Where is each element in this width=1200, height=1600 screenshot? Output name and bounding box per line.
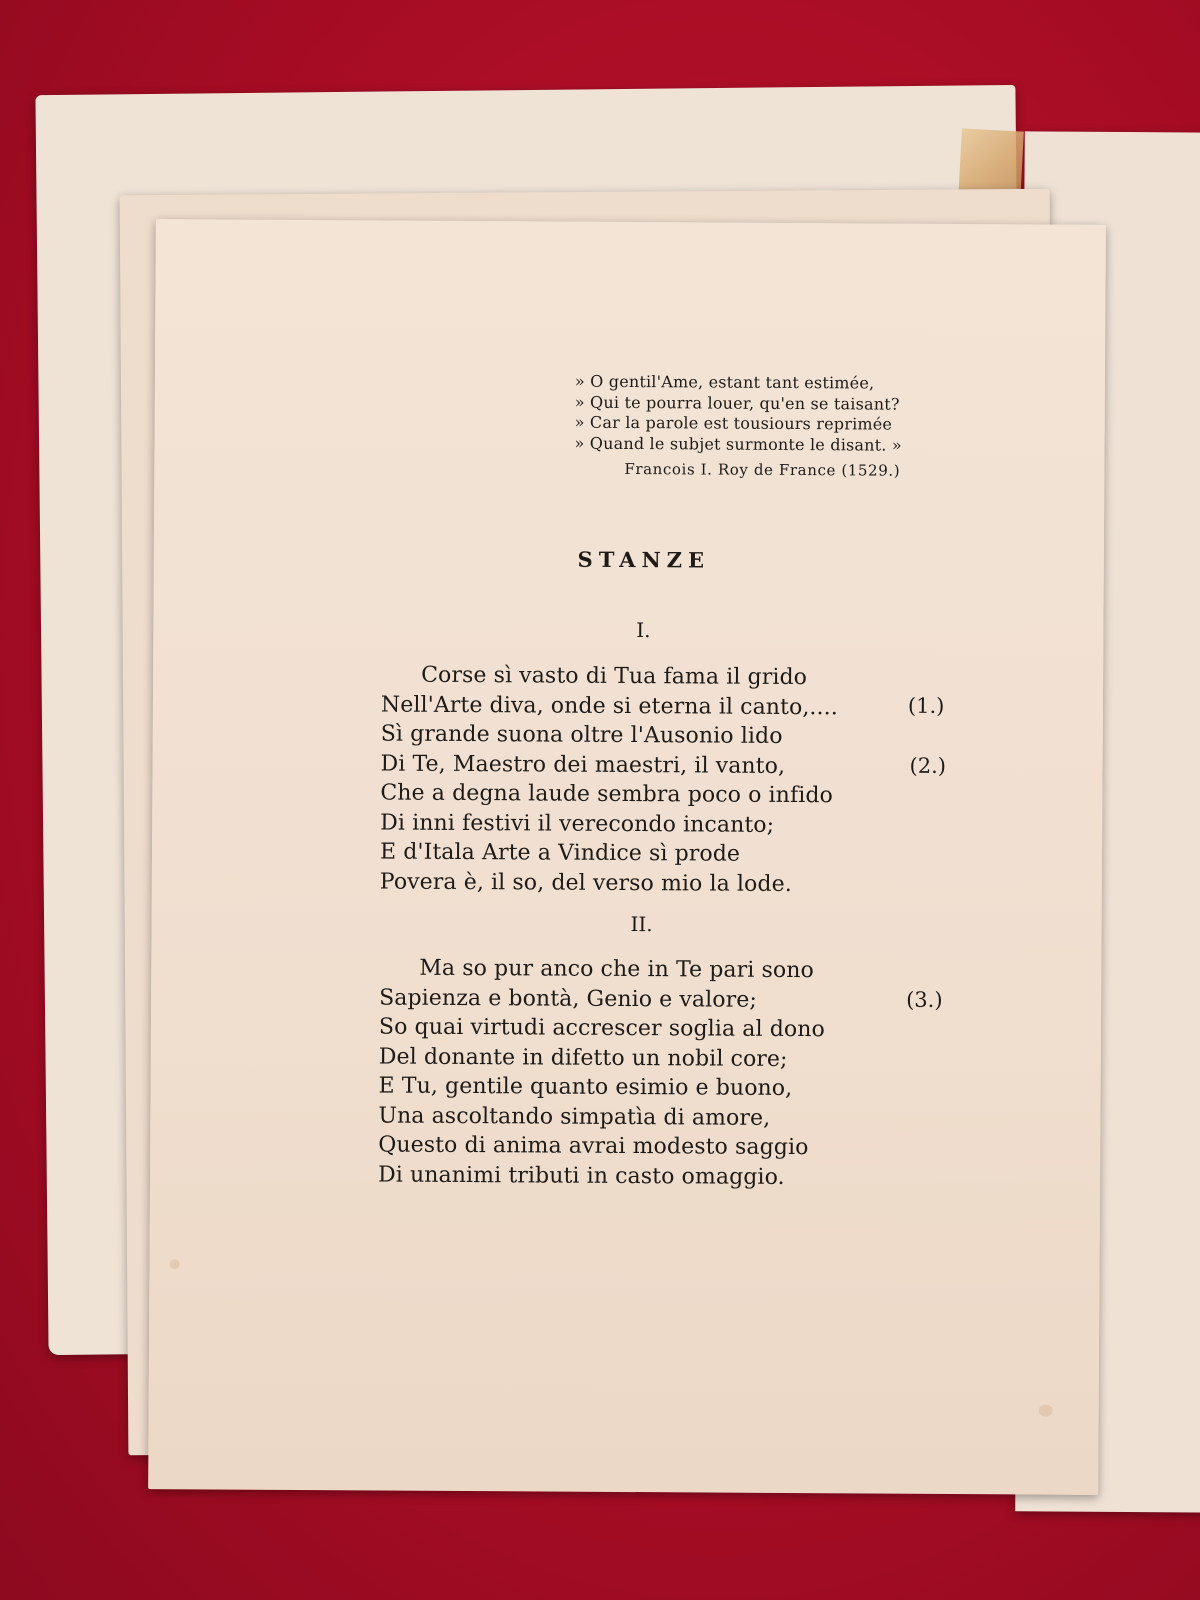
verse-line: E Tu, gentile quanto esimio e buono, <box>378 1073 793 1102</box>
verse-line: Corse sì vasto di Tua fama il grido <box>421 662 808 691</box>
stanza-2 <box>378 953 959 1193</box>
epigraph-line: » Quand le subjet surmonte le disant. » <box>574 433 902 455</box>
front-page <box>148 219 1106 1495</box>
page-title: STANZE <box>577 546 711 573</box>
stanza-1 <box>380 660 961 900</box>
verse-line: E d'Itala Arte a Vindice sì prode <box>379 839 741 867</box>
verse-line: Sapienza e bontà, Genio e valore; <box>379 984 757 1013</box>
footnote-marker: (3.) <box>906 987 943 1012</box>
verse-line: Di Te, Maestro dei maestri, il vanto, <box>380 750 786 779</box>
stanza-numeral: II. <box>630 912 653 937</box>
page-content <box>148 219 1106 1495</box>
verse-line: Sì grande suona oltre l'Ausonio lido <box>380 721 783 749</box>
foxing-spot <box>169 1259 179 1269</box>
stanza-numeral: I. <box>636 618 651 643</box>
verse-line: Che a degna laude sembra poco o infido <box>380 780 833 809</box>
epigraph-line: » Car la parole est tousiours reprimée <box>574 412 893 434</box>
verse-line: Una ascoltando simpatìa di amore, <box>378 1102 771 1131</box>
verse-line: So quai virtudi accrescer soglia al dono <box>378 1014 825 1043</box>
verse-line: Di inni festivi il verecondo incanto; <box>380 809 775 838</box>
verse-line: Questo di anima avrai modesto saggio <box>378 1132 809 1161</box>
verse-line: Ma so pur anco che in Te pari sono <box>419 955 814 984</box>
epigraph-line: » O gentil'Ame, estant tant estimée, <box>574 371 875 393</box>
verse-line: Di unanimi tributi in casto omaggio. <box>377 1161 785 1190</box>
epigraph <box>574 372 994 457</box>
footnote-marker: (2.) <box>909 753 947 778</box>
footnote-marker: (1.) <box>907 693 945 718</box>
foxing-spot <box>1039 1405 1053 1417</box>
verse-line: Povera è, il so, del verso mio la lode. <box>379 868 792 897</box>
verse-line: Del donante in difetto un nobil core; <box>378 1043 788 1072</box>
verse-line: Nell'Arte diva, onde si eterna il canto,.... <box>380 691 838 720</box>
epigraph-line: » Qui te pourra louer, qu'en se taisant? <box>574 392 900 414</box>
epigraph-attribution: Francois I. Roy de France (1529.) <box>624 459 901 480</box>
